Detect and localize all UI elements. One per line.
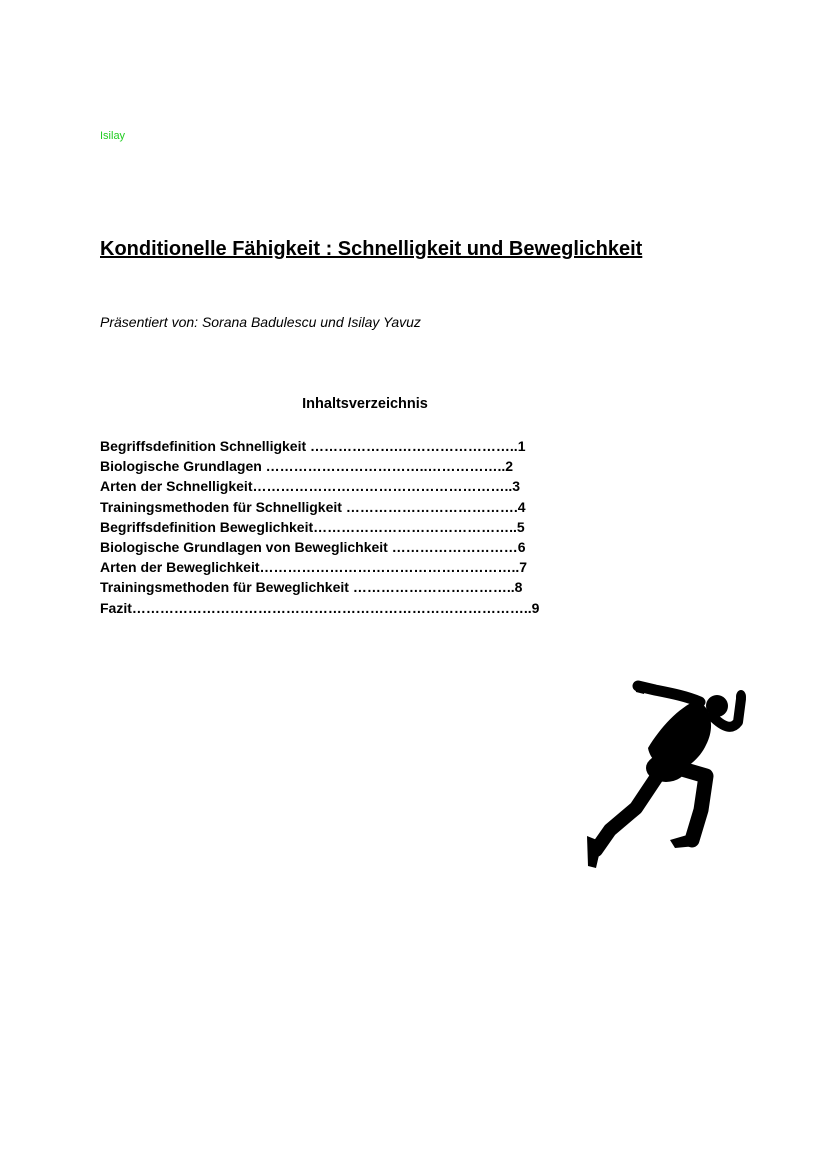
toc-item: Biologische Grundlagen von Beweglichkeit ………………………6 [100,538,526,555]
toc-item: Trainingsmethoden für Beweglichkeit ……………………………..8 [100,579,523,596]
page-title: Konditionelle Fähigkeit : Schnelligkeit und Beweglichkeit [100,238,643,260]
toc-heading: Inhaltsverzeichnis [302,396,428,412]
toc-item: Begriffsdefinition Schnelligkeit ……………….……………………..1 [100,438,526,454]
presenters-line: Präsentiert von: Sorana Badulescu und Isilay Yavuz [100,314,421,330]
toc-item: Trainingsmethoden für Schnelligkeit ……………………………….4 [100,498,526,515]
toc-item: Begriffsdefinition Beweglichkeit……………………………………..5 [100,518,525,535]
toc-item: Arten der Schnelligkeit………………………………………………..3 [100,478,521,495]
runner-silhouette-icon [585,678,750,870]
table-of-contents [100,436,539,618]
toc-item: Arten der Beweglichkeit………………………………………………..7 [100,559,528,576]
watermark-label: Isilay [100,130,126,142]
toc-item: Fazit…………………………………………………………………………..9 [100,599,540,616]
toc-item: Biologische Grundlagen ……………………………..……………..2 [100,458,514,475]
